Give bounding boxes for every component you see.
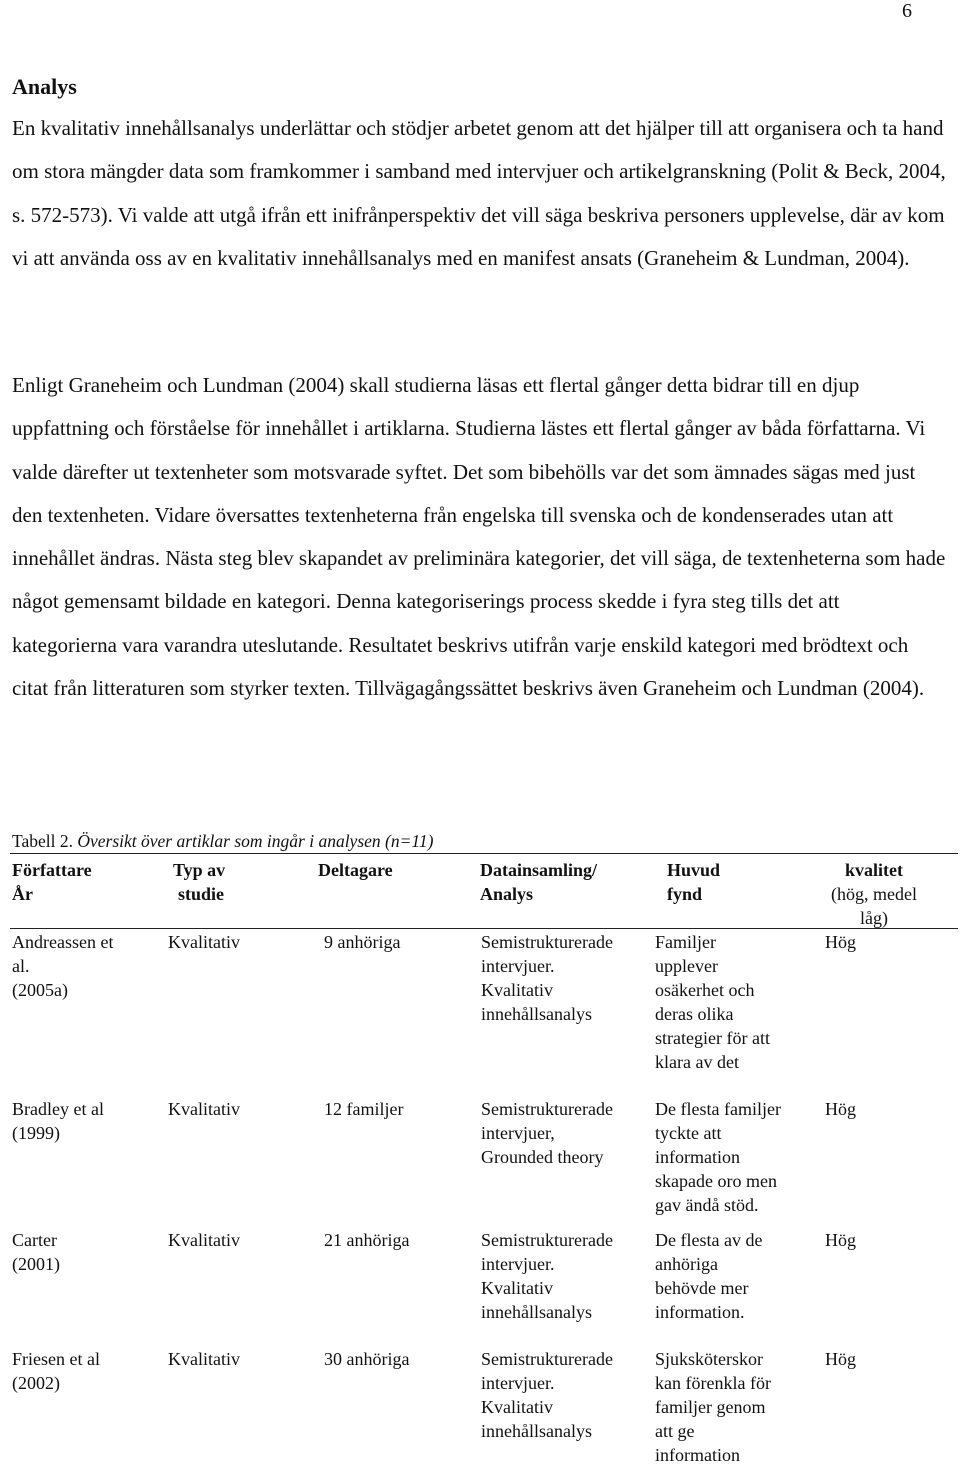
paragraph-method-intro: En kvalitativ innehållsanalys underlättar och stödjer arbetet genom att det hjälper till att organisera och ta hand om stora mängder data som framkommer i samband med intervjuer och artikelgranskning (Polit & Beck, 2004, s. 572-573). Vi valde att utgå ifrån ett inifrånperspektiv det vill säga beskriva personers upplevelse, där av kom vi att använda oss av en kvalitativ innehållsanalys med en manifest ansats (Graneheim & Lundman, 2004).	[12, 116, 946, 270]
row1-study-type: Kvalitativ	[168, 932, 240, 952]
row1-author: Andreassen et al. (2005a)	[12, 932, 114, 1000]
row2-study-type: Kvalitativ	[168, 1099, 240, 1119]
header-quality: kvalitet (hög, medel låg)	[831, 860, 917, 928]
table-caption-text: Översikt över artiklar som ingår i analysen (n=11)	[77, 831, 434, 851]
table-caption-label: Tabell 2.	[12, 831, 73, 851]
row3-quality: Hög	[825, 1230, 856, 1250]
header-study-type: Typ av studie	[173, 860, 226, 904]
row2-quality: Hög	[825, 1099, 856, 1119]
table-caption	[12, 831, 433, 852]
row1-quality: Hög	[825, 932, 856, 952]
row4-author: Friesen et al (2002)	[12, 1349, 100, 1393]
row1-participants: 9 anhöriga	[324, 932, 401, 952]
row4-study-type: Kvalitativ	[168, 1349, 240, 1369]
table-header-rule	[10, 928, 958, 929]
row1-main-finding: Familjer upplever osäkerhet och deras olika strategier för att klara av det	[655, 932, 770, 1072]
table-top-rule	[10, 853, 958, 854]
header-data-collection: Datainsamling/ Analys	[480, 860, 598, 904]
row2-data-collection: Semistrukturerade intervjuer, Grounded theory	[481, 1099, 613, 1167]
row3-data-collection: Semistrukturerade intervjuer. Kvalitativ innehållsanalys	[481, 1230, 613, 1322]
row2-author: Bradley et al (1999)	[12, 1099, 104, 1143]
header-author: Författare År	[12, 860, 92, 904]
header-main-finding: Huvud fynd	[667, 860, 721, 904]
header-participants: Deltagare	[318, 860, 393, 880]
row2-participants: 12 familjer	[324, 1099, 404, 1119]
paragraph-analysis-steps: Enligt Graneheim och Lundman (2004) skall studierna läsas ett flertal gånger detta bidrar till en djup uppfattning och förståelse för innehållet i artiklarna. Studierna lästes ett flertal gånger av båda författarna. Vi valde därefter ut textenheter som motsvarade syftet. Det som bibehölls var det som ämnades sägas med just den textenheten. Vidare översattes textenheterna från engelska till svenska och de kondenserades utan att innehållet ändras. Nästa steg blev skapandet av preliminära kategorier, det vill säga, de textenheterna som hade något gemensamt bildade en kategori. Denna kategoriserings process skedde i fyra steg tills det att kategorierna vara varandra uteslutande. Resultatet beskrivs utifrån varje enskild kategori med brödtext och citat från litteraturen som styrker texten. Tillvägagångssättet beskrivs även Graneheim och Lundman (2004).	[12, 373, 946, 701]
row4-main-finding: Sjuksköterskor kan förenkla för familjer genom att ge information	[655, 1349, 771, 1465]
section-heading: Analys	[12, 74, 77, 99]
row4-participants: 30 anhöriga	[324, 1349, 410, 1369]
row4-quality: Hög	[825, 1349, 856, 1369]
row2-main-finding: De flesta familjer tyckte att information skapade oro men gav ändå stöd.	[655, 1099, 781, 1215]
row4-data-collection: Semistrukturerade intervjuer. Kvalitativ innehållsanalys	[481, 1349, 613, 1441]
row3-main-finding: De flesta av de anhöriga behövde mer information.	[655, 1230, 763, 1322]
row3-author: Carter (2001)	[12, 1230, 60, 1274]
row3-study-type: Kvalitativ	[168, 1230, 240, 1250]
row1-data-collection: Semistrukturerade intervjuer. Kvalitativ innehållsanalys	[481, 932, 613, 1024]
row3-participants: 21 anhöriga	[324, 1230, 410, 1250]
page-number: 6	[902, 0, 912, 22]
